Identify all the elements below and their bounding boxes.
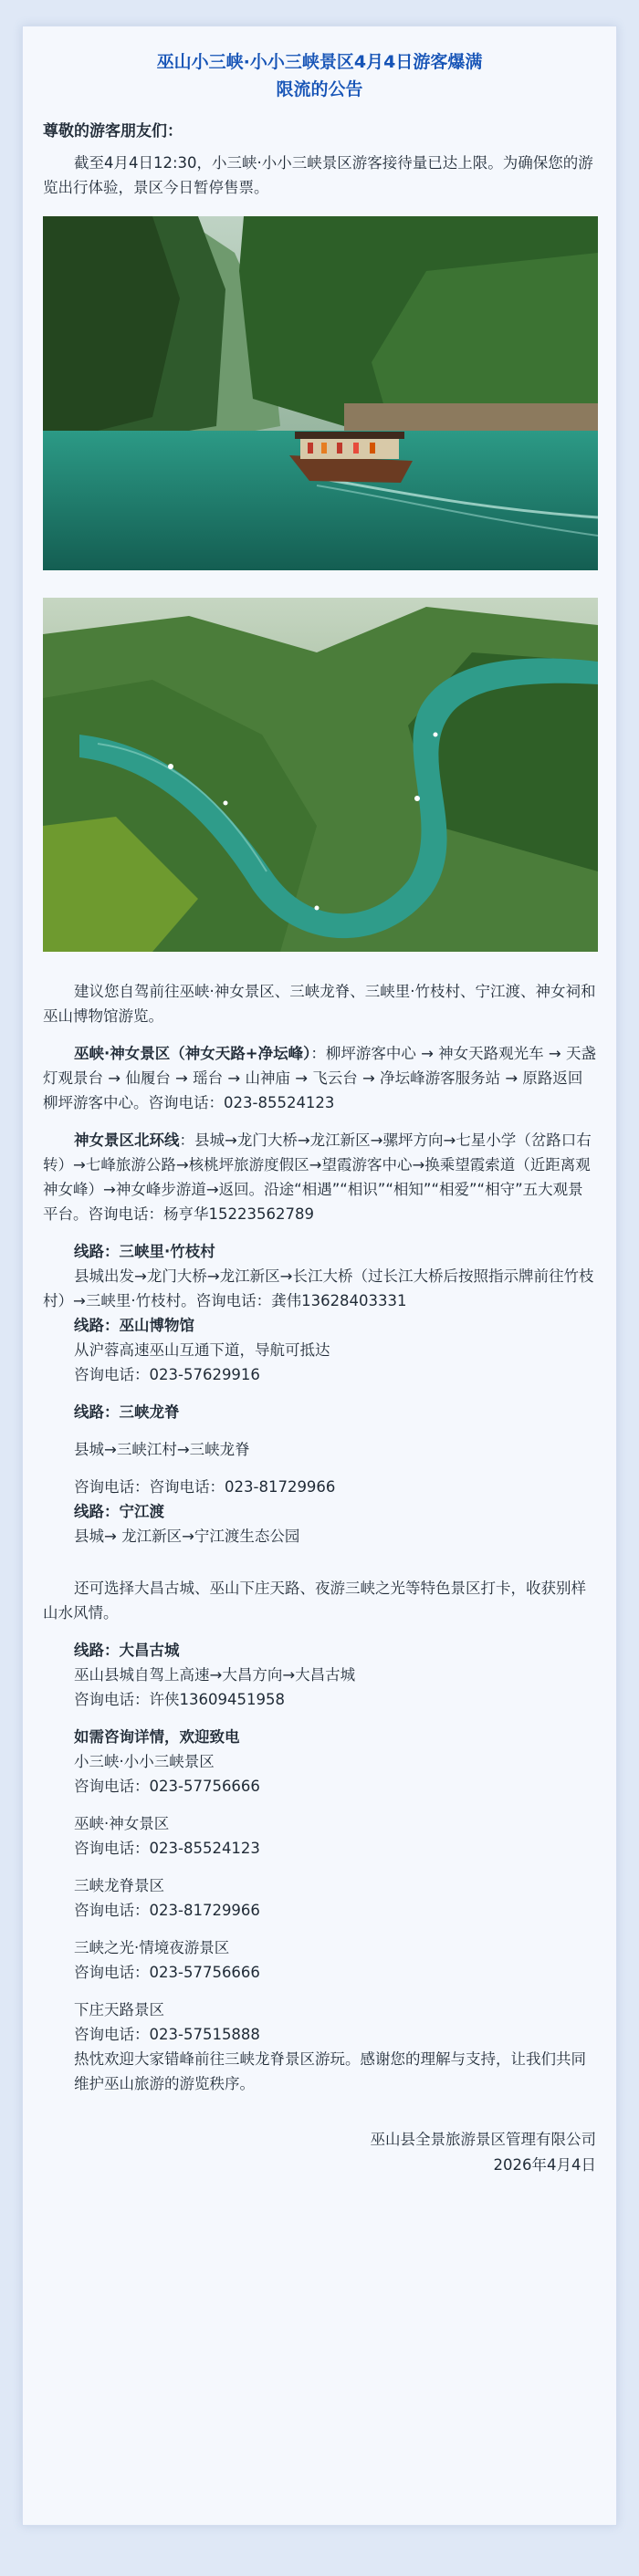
contact-heading: 如需咨询详情，欢迎致电 <box>74 1728 240 1746</box>
signature-org: 巫山县全景旅游景区管理有限公司 <box>370 2131 596 2148</box>
contact-name: 三峡之光·情境夜游景区 <box>74 1939 230 1956</box>
notice-title-line1: 巫山小三峡·小小三峡景区4月4日游客爆满 <box>156 52 483 72</box>
route-shennv <box>43 1041 596 1115</box>
contact-phone: 咨询电话：023-57756666 <box>74 1778 260 1795</box>
route-museum-phone: 咨询电话：023-57629916 <box>74 1366 260 1383</box>
route-zhuzhi-text: 县城出发→龙门大桥→龙江新区→长江大桥（过长江大桥后按照指示牌前往竹枝村）→三峡里·竹枝村。咨询电话：龚伟13628403331 <box>43 1267 594 1309</box>
contact-phone: 咨询电话：023-85524123 <box>74 1840 260 1857</box>
contact-list <box>43 1749 596 2047</box>
contact-name: 小三峡·小小三峡景区 <box>74 1753 215 1770</box>
route-shennv-title: 巫峡·神女景区（神女天路+净坛峰） <box>74 1045 311 1062</box>
contact-phone: 咨询电话：023-57515888 <box>74 2026 260 2043</box>
notice-title <box>43 48 596 103</box>
suggest-paragraph: 建议您自驾前往巫峡·神女景区、三峡龙脊、三峡里·竹枝村、宁江渡、神女祠和巫山博物馆游览。 <box>43 983 596 1025</box>
route-north-loop-title: 神女景区北环线 <box>74 1132 180 1149</box>
route-zhuzhi-title: 线路：三峡里·竹枝村 <box>74 1243 215 1260</box>
signature-date: 2026年4月4日 <box>493 2156 596 2174</box>
route-longji-phone: 咨询电话：咨询电话：023-81729966 <box>74 1478 336 1496</box>
river-boat-photo <box>43 216 598 570</box>
contact-name: 三峡龙脊景区 <box>74 1877 164 1894</box>
closing-paragraph: 热忱欢迎大家错峰前往三峡龙脊景区游玩。感谢您的理解与支持，让我们共同维护巫山旅游的游览秩序。 <box>74 2050 586 2092</box>
contact-phone: 咨询电话：023-57756666 <box>74 1964 260 1981</box>
route-longji-title: 线路：三峡龙脊 <box>74 1403 180 1421</box>
route-museum-text: 从沪蓉高速巫山互通下道，导航可抵达 <box>74 1341 330 1359</box>
route-dachang-phone: 咨询电话：许侠13609451958 <box>74 1691 285 1708</box>
route-longji-text: 县城→三峡江村→三峡龙脊 <box>74 1441 250 1458</box>
contact-name: 下庄天路景区 <box>74 2001 164 2018</box>
route-ningjiang-text: 县城→ 龙江新区→宁江渡生态公园 <box>74 1528 300 1545</box>
route-dachang-text: 巫山县城自驾上高速→大昌方向→大昌古城 <box>74 1666 356 1684</box>
greeting: 尊敬的游客朋友们： <box>43 122 183 141</box>
river-aerial-photo <box>43 598 598 952</box>
route-dachang-title: 线路：大昌古城 <box>74 1642 180 1659</box>
contact-phone: 咨询电话：023-81729966 <box>74 1902 260 1919</box>
route-north-loop <box>43 1128 596 1226</box>
route-north-loop-text: ：县城→龙门大桥→龙江新区→骡坪方向→七星小学（岔路口右转）→七峰旅游公路→核桃坪旅游度假区→望霞游客中心→换乘望霞索道（近距离观神女峰）→神女峰步游道→返回。沿途“相遇”“相识”“相知”“相爱”“相守”五大观景平台。咨询电话：杨亨华15223562789 <box>43 1132 592 1223</box>
extra-paragraph: 还可选择大昌古城、巫山下庄天路、夜游三峡之光等特色景区打卡，收获别样山水风情。 <box>43 1580 586 1622</box>
contact-name: 巫峡·神女景区 <box>74 1815 170 1832</box>
notice-title-line2: 限流的公告 <box>276 79 363 99</box>
boat <box>289 432 413 483</box>
notice-page <box>22 26 617 2526</box>
route-shennv-text: ：柳坪游客中心 → 神女天路观光车 → 天盏灯观景台 → 仙履台 → 瑶台 → 山神庙 → 飞云台 → 净坛峰游客服务站 → 原路返回柳坪游客中心。咨询电话：023-85524123 <box>43 1045 596 1111</box>
route-ningjiang-title: 线路：宁江渡 <box>74 1503 164 1520</box>
intro-paragraph: 截至4月4日12:30，小三峡·小小三峡景区游客接待量已达上限。为确保您的游览出行体验，景区今日暂停售票。 <box>43 154 593 196</box>
route-museum-title: 线路：巫山博物馆 <box>74 1317 194 1334</box>
